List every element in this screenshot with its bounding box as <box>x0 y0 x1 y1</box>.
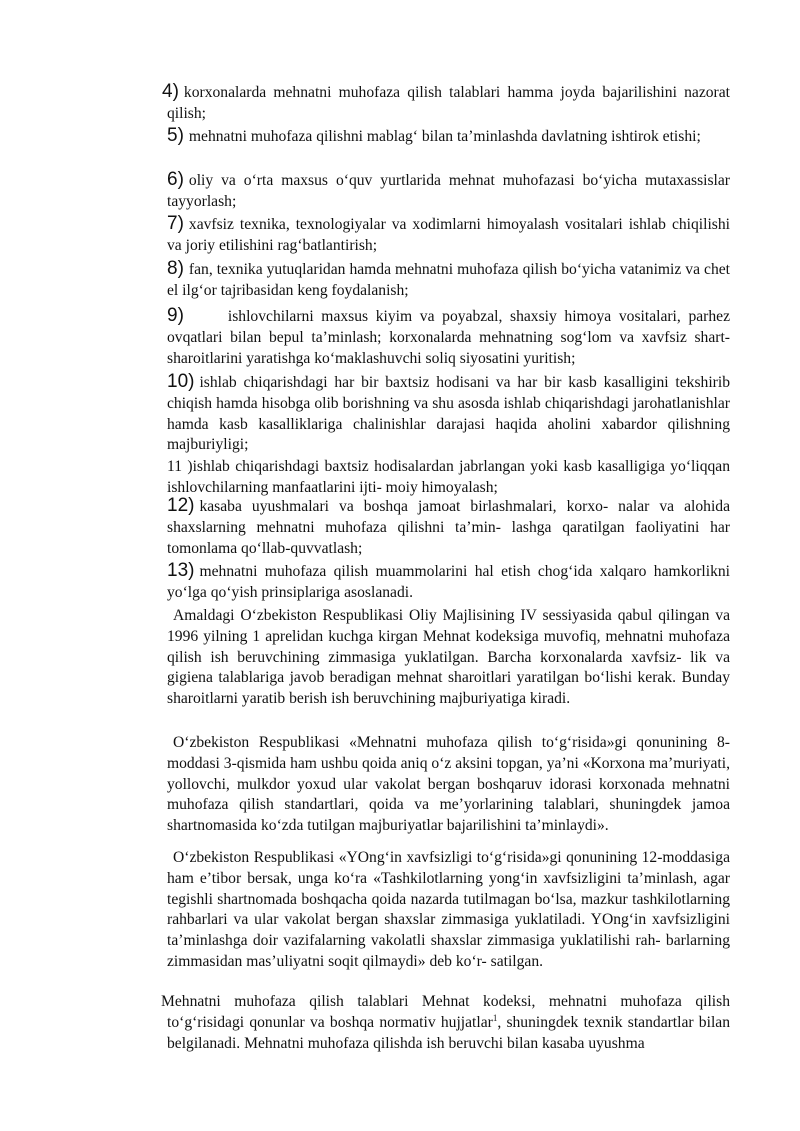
list-item-6 <box>167 170 730 213</box>
item-text: mehnatni muhofaza qilishni mablag‘ bilan ta’minlashda davlatning ishtirok etishi; <box>188 128 701 145</box>
item-number: 9) <box>167 305 184 326</box>
list-item-10 <box>167 372 730 456</box>
item-number: 11 ) <box>167 458 193 475</box>
item-text: mehnatni muhofaza qilish muammolarini hal etish chog‘ida xalqaro hamkorlikni yo‘lga qo‘yish prinsiplariga asoslanadi. <box>167 563 730 601</box>
paragraph-text: O‘zbekiston Respublikasi «YOng‘in xavfsizligi to‘g‘risida»gi qonunining 12-moddasiga ham e’tibor bersak, unga ko‘ra «Tashkilotlarning yong‘in xavfsizligini ta’minlash, agar tegishli shartnomada boshqacha qoida nazarda tutilmagan bo‘lsa, mazkur tashkilotlarning rahbarlari va ular vakolat bergan shaxslar zimmasiga yuklatiladi. YOng‘in xavfsizligini ta’minlashga doir vazifalarning vakolatli shaxslar zimmasiga yuklatilishi rah- barlarning zimmasidan mas’uliyatni soqit qilmaydi» deb ko‘r- satilgan. <box>167 849 730 970</box>
body-paragraph <box>167 606 730 710</box>
item-number: 10) <box>167 371 195 392</box>
item-text: ishlab chiqarishdagi har bir baxtsiz hodisani va har bir kasb kasalligini tekshirib chiqish hamda hisobga olib borishning va shu asosda ishlab chiqarishdagi jarohatlanishlar hamda kasb kasalliklariga chalinishlar darajasi haqida aholini xabardor qilishning majburiyligi; <box>167 374 730 454</box>
item-number: 5) <box>167 125 184 146</box>
item-number: 6) <box>167 169 184 190</box>
item-text: fan, texnika yutuqlaridan hamda mehnatni muhofaza qilish bo‘yicha vatanimiz va chet el ilg‘or tajribasidan keng foydalanish; <box>167 261 730 299</box>
paragraph-text: , shuningdek texnik standartlar bilan belgilanadi. Mehnatni muhofaza qilishda ish beruvchi bilan kasaba uyushma <box>167 1013 730 1052</box>
list-item-5 <box>167 126 730 148</box>
item-number: 8) <box>167 258 184 279</box>
item-number: 12) <box>167 495 195 516</box>
paragraph-text: Mehnatni muhofaza qilish talablari Mehnat kodeksi, mehnatni muhofaza qilish to‘g‘risidagi qonunlar va boshqa normativ hujjatlar <box>161 993 730 1031</box>
item-text: oliy va o‘rta maxsus o‘quv yurtlarida mehnat muhofazasi bo‘yicha mutaxassislar tayyorlash; <box>167 172 730 210</box>
item-text: xavfsiz texnika, texnologiyalar va xodimlarni himoyalash vositalari ishlab chiqilishi va joriy etilishini rag‘batlantirish; <box>167 216 730 254</box>
list-item-8 <box>167 259 730 302</box>
item-number: 7) <box>167 213 184 234</box>
body-paragraph <box>161 992 730 1054</box>
list-item-11 <box>167 457 730 499</box>
item-number: 4) <box>162 81 179 102</box>
list-item-7 <box>167 214 730 257</box>
item-text: ishlovchilarni maxsus kiyim va poyabzal, shaxsiy himoya vositalari, parhez ovqatlari bilan bepul ta’minlash; korxonalarda mehnatning sog‘lom va xavfsiz shart-sharoitlarini yaratishga ko‘maklashuvchi soliq siyosatini yuritish; <box>167 308 730 367</box>
item-text: ishlab chiqarishdagi baxtsiz hodisalardan jabrlangan yoki kasb kasalligiga yo‘liqqan ishlovchilarning manfaatlarini ijti- moiy himoyalash; <box>167 458 731 496</box>
list-item-13 <box>167 561 730 604</box>
item-number: 13) <box>167 560 195 581</box>
list-item-4 <box>162 81 730 125</box>
footnote-marker[interactable]: 1 <box>492 1012 498 1023</box>
list-item-9 <box>167 306 730 369</box>
paragraph-text: Amaldagi O‘zbekiston Respublikasi Oliy Majlisining IV sessiyasida qabul qilingan va 1996 yilning 1 aprelidan kuchga kirgan Mehnat kodeksiga muvofiq, mehnatni muhofaza qilish ish beruvchining zimmasiga yuklatilgan. Barcha korxonalarda xavfsiz- lik va gigiena talablariga javob beradigan mehnat sharoitlari yaratilgan bo‘lishi kerak. Bunday sharoitlarni yaratib berish ish beruvchining majburiyatiga kiradi. <box>167 607 730 708</box>
paragraph-text: O‘zbekiston Respublikasi «Mehnatni muhofaza qilish to‘g‘risida»gi qonunining 8-moddasi 3-qismida ham ushbu qoida aniq o‘z aksini topgan, ya’ni «Korxona ma’muriyati, yollovchi, mulkdor yoxud ular vakolat bergan boshqaruv idorasi korxonada mehnatni muhofaza qilish standartlari, qoida va me’yorlarining talablari, shuningdek jamoa shartnomasida ko‘zda tutilgan majburiyatlar bajarilishini ta’minlaydi». <box>167 734 730 835</box>
item-text: kasaba uyushmalari va boshqa jamoat birlashmalari, korxo- nalar va alohida shaxslarning mehnatni muhofaza qilishni ta’min- lashga qaratilgan faoliyatini har tomonlama qo‘llab-quvvatlash; <box>167 498 730 557</box>
body-paragraph <box>167 733 730 837</box>
item-text: korxonalarda mehnatni muhofaza qilish talablari hamma joyda bajarilishini nazorat qilish; <box>167 84 730 122</box>
list-item-12 <box>167 496 730 559</box>
body-paragraph <box>167 848 730 973</box>
